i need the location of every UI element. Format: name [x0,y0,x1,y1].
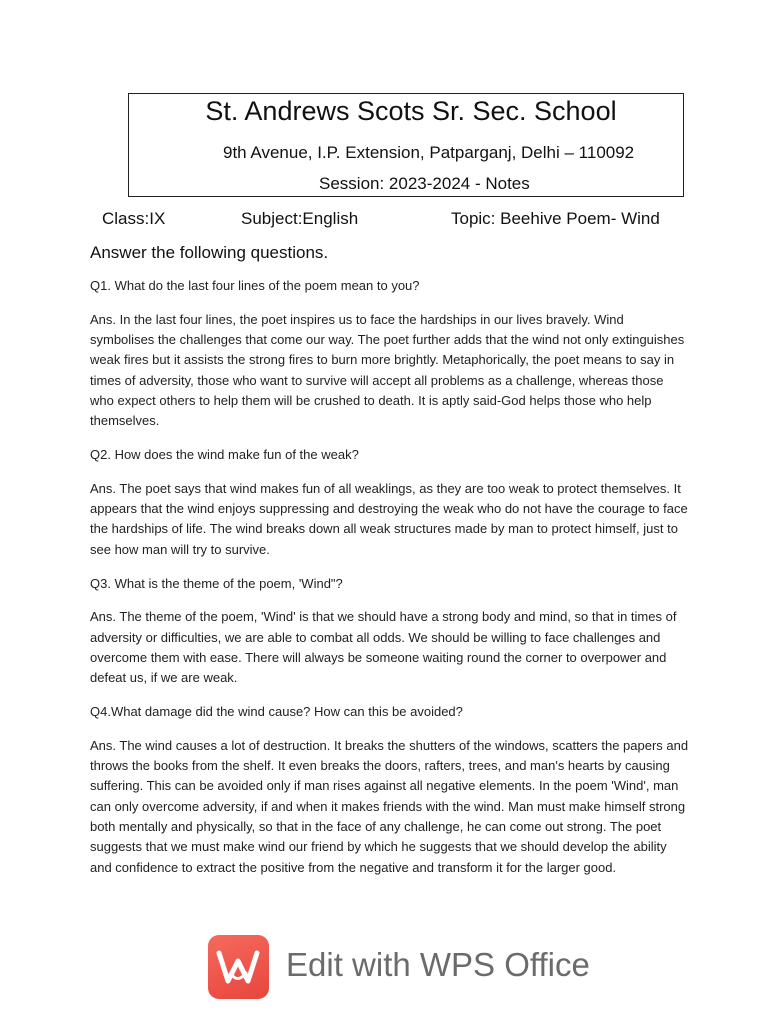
subject-label: Subject:English [241,209,359,228]
wps-edit-link[interactable]: Edit with WPS Office [286,946,590,983]
answer-2: Ans. The poet says that wind makes fun of all weaklings, as they are too weak to protect themselves. It appears that the wind enjoys suppressing and destroying the weak who do not have the courage to face the hardships of life. The wind breaks down all weak structures made by man to protect himself, just to see how man will try to survive. [90,480,688,557]
school-name: St. Andrews Scots Sr. Sec. School [205,96,617,126]
session-line: Session: 2023-2024 - Notes [319,174,530,193]
question-3: Q3. What is the theme of the poem, 'Wind"? [90,575,343,591]
topic-label: Topic: Beehive Poem- Wind [451,209,660,228]
question-2: Q2. How does the wind make fun of the weak? [90,447,359,463]
wps-w-glyph-icon [216,947,261,987]
questions-content [90,276,690,891]
answer-4: Ans. The wind causes a lot of destruction. It breaks the shutters of the windows, scatters the papers and throws the books from the shelf. It even breaks the doors, rafters, trees, and man's hearts by causing suffering. This can be avoided only if man rises against all negative elements. In the poem 'Wind', man can only overcome adversity, if and when it makes friends with the wind. Man must make himself strong both mentally and physically, so that in the face of any challenge, he can come out strong. The poet suggests that we must make wind our friend by which he suggests that we should develop the ability and confidence to extract the positive from the negative and transform it for the larger good. [90,737,689,875]
school-header-box [128,93,684,197]
instruction-heading: Answer the following questions. [90,243,329,262]
question-4: Q4.What damage did the wind cause? How can this be avoided? [90,704,463,720]
class-label: Class:IX [102,209,166,228]
answer-3: Ans. The theme of the poem, 'Wind' is that we should have a strong body and mind, so that in times of adversity or difficulties, we are able to combat all odds. We should be willing to face challenges and overcome them with ease. There will always be someone waiting round the corner to overpower and defeat us, if we are weak. [90,609,677,686]
question-1: Q1. What do the last four lines of the poem mean to you? [90,278,420,293]
school-address: 9th Avenue, I.P. Extension, Patparganj, Delhi – 110092 [223,143,635,162]
answer-1: Ans. In the last four lines, the poet inspires us to face the hardships in our lives bravely. Wind symbolises the challenges that come our way. The poet further adds that the wind not only extinguishes weak fires but it assists the strong fires to burn more brightly. Metaphorically, the poet means to say in times of adversity, those who want to survive will accept all problems as a challenge, whereas those who expect others to help them will be crushed to death. It is aptly said-God helps those who help themselves. [90,311,685,429]
wps-logo-icon[interactable] [208,935,269,999]
